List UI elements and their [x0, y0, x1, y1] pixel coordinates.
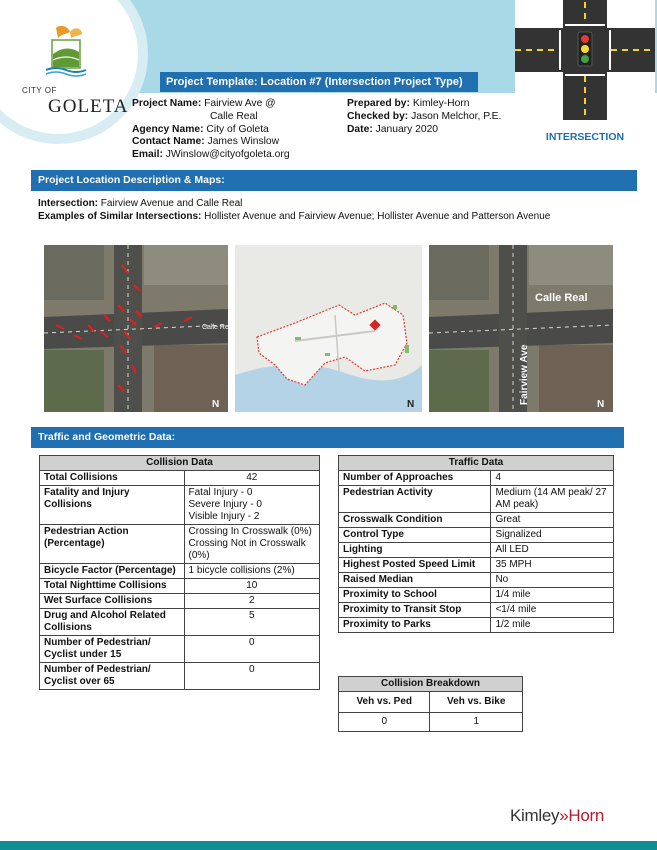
agency-label: Agency Name:	[132, 123, 204, 135]
traffic-data-label: Proximity to Parks	[339, 618, 491, 633]
kimley-horn-logo-part2: Horn	[568, 806, 605, 825]
email-label: Email:	[132, 149, 163, 161]
collision-data-label: Total Collisions	[40, 471, 185, 486]
email-value: JWinslow@cityofgoleta.org	[165, 149, 290, 161]
collision-data-value: Crossing In Crosswalk (0%) Crossing Not in Crosswalk (0%)	[184, 525, 319, 564]
collision-data-row	[40, 471, 320, 486]
collision-data-value: 5	[184, 609, 319, 636]
traffic-data-label: Proximity to Transit Stop	[339, 603, 491, 618]
traffic-data-value: Great	[491, 513, 614, 528]
collision-data-label: Number of Pedestrian/ Cyclist under 15	[40, 636, 185, 663]
collision-data-value: 42	[184, 471, 319, 486]
collision-data-value: 0	[184, 636, 319, 663]
collision-data-value: 10	[184, 579, 319, 594]
breakdown-col-veh-bike: Veh vs. Bike	[430, 692, 523, 713]
collision-data-value: 2	[184, 594, 319, 609]
similar-label: Examples of Similar Intersections:	[38, 211, 202, 222]
checked-label: Checked by:	[347, 110, 409, 122]
contact-label: Contact Name:	[132, 136, 205, 148]
collision-data-row	[40, 636, 320, 663]
traffic-data-label: Lighting	[339, 543, 491, 558]
date-value: January 2020	[375, 123, 439, 135]
collision-data-label: Fatality and Injury Collisions	[40, 486, 185, 525]
traffic-section-header: Traffic and Geometric Data:	[31, 427, 624, 448]
traffic-data-value: Medium (14 AM peak/ 27 AM peak)	[491, 486, 614, 513]
collision-data-row	[40, 564, 320, 579]
location-section-header: Project Location Description & Maps:	[31, 170, 637, 191]
collision-breakdown-title: Collision Breakdown	[339, 677, 523, 692]
traffic-data-label: Raised Median	[339, 573, 491, 588]
goleta-logo-icon	[16, 24, 116, 84]
map3-street-fairview: Fairview Ave	[519, 344, 530, 405]
intersection-label-text: Intersection:	[38, 198, 99, 209]
project-info-right	[347, 98, 501, 136]
project-name-value-line2: Calle Real	[210, 110, 258, 122]
intersection-label: INTERSECTION	[545, 131, 625, 143]
boundary-map	[235, 245, 422, 412]
collision-data-value: 1 bicycle collisions (2%)	[184, 564, 319, 579]
traffic-data-row	[339, 558, 614, 573]
traffic-data-label: Crosswalk Condition	[339, 513, 491, 528]
traffic-data-row	[339, 513, 614, 528]
collision-data-label: Bicycle Factor (Percentage)	[40, 564, 185, 579]
location-description	[38, 197, 550, 223]
collision-data-title: Collision Data	[40, 456, 320, 471]
map1-north-arrow: N	[212, 399, 220, 410]
footer-band	[0, 841, 657, 850]
traffic-data-row	[339, 528, 614, 543]
traffic-data-label: Pedestrian Activity	[339, 486, 491, 513]
traffic-data-table	[338, 455, 614, 633]
collision-data-row	[40, 609, 320, 636]
traffic-data-label: Number of Approaches	[339, 471, 491, 486]
collision-map	[44, 245, 235, 412]
kimley-horn-logo-arrows: »	[559, 806, 569, 825]
traffic-data-value: 1/2 mile	[491, 618, 614, 633]
aerial-collision-image	[44, 245, 235, 412]
traffic-data-row	[339, 603, 614, 618]
collision-breakdown-table	[338, 676, 523, 732]
project-name-value: Fairview Ave @	[204, 98, 276, 109]
traffic-data-value: 1/4 mile	[491, 588, 614, 603]
date-label: Date:	[347, 123, 373, 135]
kimley-horn-logo-part1: Kimley	[510, 806, 560, 825]
prepared-value: Kimley-Horn	[412, 98, 470, 109]
traffic-data-value: Signalized	[491, 528, 614, 543]
contact-value: James Winslow	[207, 136, 280, 148]
collision-data-row	[40, 663, 320, 690]
collision-data-label: Drug and Alcohol Related Collisions	[40, 609, 185, 636]
aerial-intersection-image	[429, 245, 613, 412]
collision-data-value: Fatal Injury - 0 Severe Injury - 0 Visible Injury - 2	[184, 486, 319, 525]
collision-data-value: 0	[184, 663, 319, 690]
traffic-data-title: Traffic Data	[339, 456, 614, 471]
logo-city-of: CITY OF	[22, 86, 57, 95]
collision-data-label: Pedestrian Action (Percentage)	[40, 525, 185, 564]
similar-value: Hollister Avenue and Fairview Avenue; Hollister Avenue and Patterson Avenue	[204, 211, 551, 222]
collision-data-row	[40, 579, 320, 594]
collision-data-row	[40, 486, 320, 525]
agency-value: City of Goleta	[206, 123, 269, 135]
traffic-data-value: All LED	[491, 543, 614, 558]
checked-value: Jason Melchor, P.E.	[411, 110, 502, 122]
collision-data-row	[40, 525, 320, 564]
traffic-data-row	[339, 471, 614, 486]
breakdown-val-veh-bike: 1	[430, 713, 523, 732]
traffic-data-value: <1/4 mile	[491, 603, 614, 618]
traffic-data-label: Proximity to School	[339, 588, 491, 603]
collision-data-label: Total Nighttime Collisions	[40, 579, 185, 594]
traffic-data-row	[339, 588, 614, 603]
prepared-label: Prepared by:	[347, 98, 410, 109]
traffic-data-value: No	[491, 573, 614, 588]
breakdown-val-veh-ped: 0	[339, 713, 430, 732]
intersection-value: Fairview Avenue and Calle Real	[100, 198, 243, 209]
project-template-title: Project Template: Location #7 (Intersection Project Type)	[160, 72, 478, 92]
map3-north-arrow: N	[597, 399, 605, 410]
city-boundary-image	[235, 245, 422, 412]
aerial-map	[429, 245, 613, 412]
traffic-data-label: Control Type	[339, 528, 491, 543]
collision-data-row	[40, 594, 320, 609]
intersection-icon	[515, 0, 655, 120]
traffic-data-row	[339, 573, 614, 588]
traffic-data-value: 35 MPH	[491, 558, 614, 573]
collision-data-label: Wet Surface Collisions	[40, 594, 185, 609]
city-logo	[16, 24, 129, 117]
project-info-left	[132, 98, 290, 162]
breakdown-col-veh-ped: Veh vs. Ped	[339, 692, 430, 713]
traffic-data-label: Highest Posted Speed Limit	[339, 558, 491, 573]
traffic-data-value: 4	[491, 471, 614, 486]
traffic-data-row	[339, 543, 614, 558]
collision-data-table	[39, 455, 320, 690]
intersection-graphic	[515, 0, 655, 120]
traffic-data-row	[339, 618, 614, 633]
project-name-label: Project Name:	[132, 98, 202, 109]
map3-street-calle-real: Calle Real	[535, 292, 588, 304]
collision-data-label: Number of Pedestrian/ Cyclist over 65	[40, 663, 185, 690]
map1-street-label: Calle Real	[202, 324, 235, 331]
kimley-horn-logo	[510, 806, 604, 826]
traffic-data-row	[339, 486, 614, 513]
map2-north-arrow: N	[407, 399, 415, 410]
logo-city-name: GOLETA	[48, 96, 129, 117]
